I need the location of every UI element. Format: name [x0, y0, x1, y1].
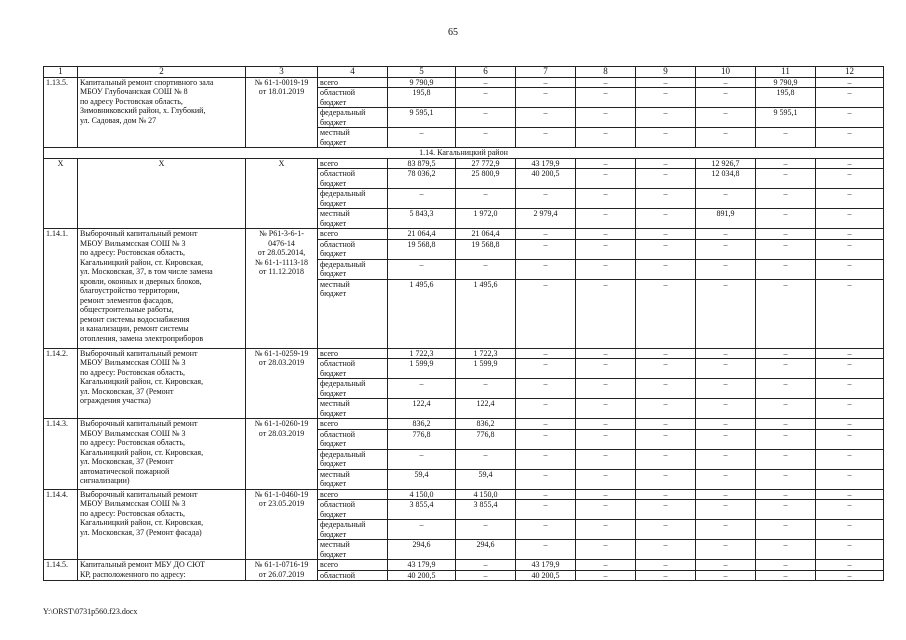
column-header: 11 — [756, 67, 816, 78]
value-cell: – — [576, 429, 636, 449]
value-cell: – — [456, 128, 516, 148]
value-cell: – — [816, 520, 884, 540]
value-cell: – — [696, 489, 756, 500]
item-document: Х — [246, 158, 318, 229]
value-cell: – — [636, 359, 696, 379]
value-cell: – — [696, 469, 756, 489]
item-number: 1.14.3. — [44, 419, 78, 490]
value-cell: – — [636, 520, 696, 540]
value-cell: 59,4 — [388, 469, 456, 489]
budget-type: всего — [318, 229, 388, 240]
budget-type: всего — [318, 158, 388, 169]
value-cell: – — [756, 399, 816, 419]
budget-type: местный бюджет — [318, 540, 388, 560]
value-cell: 43 179,9 — [516, 158, 576, 169]
value-cell: – — [388, 128, 456, 148]
value-cell: – — [696, 88, 756, 108]
section-row — [44, 148, 884, 159]
value-cell: – — [516, 259, 576, 279]
column-header: 8 — [576, 67, 636, 78]
value-cell: – — [636, 229, 696, 240]
item-description: Выборочный капитальный ремонт МБОУ Вильямсская СОШ № 3 по адресу: Ростовская область, Кагальницкий район, ст. Кировская, ул. Московская, 37 (Ремонт ограждения участка) — [78, 348, 246, 419]
budget-type: федеральный бюджет — [318, 108, 388, 128]
table-row — [44, 489, 884, 500]
value-cell: – — [816, 158, 884, 169]
value-cell: – — [696, 108, 756, 128]
value-cell: – — [516, 399, 576, 419]
value-cell: – — [696, 259, 756, 279]
value-cell: 195,8 — [756, 88, 816, 108]
value-cell: – — [636, 158, 696, 169]
column-header: 7 — [516, 67, 576, 78]
item-description: Выборочный капитальный ремонт МБОУ Вильямсская СОШ № 3 по адресу: Ростовская область, Кагальницкий район, ст. Кировская, ул. Московская, 37, в том числе замена кровли, оконных и дверных блоков, благоустройство территории, ремонт элементов фасадов, общестроительные работы, ремонт системы водоснабжения и канализации, ремонт системы отопления, замена электроприборов — [78, 229, 246, 349]
value-cell: – — [756, 429, 816, 449]
budget-type: всего — [318, 348, 388, 359]
value-cell: 836,2 — [388, 419, 456, 430]
value-cell: – — [756, 279, 816, 348]
value-cell: – — [516, 540, 576, 560]
value-cell: – — [388, 379, 456, 399]
value-cell: – — [816, 239, 884, 259]
value-cell: 19 568,8 — [456, 239, 516, 259]
value-cell: – — [816, 449, 884, 469]
value-cell: – — [756, 500, 816, 520]
value-cell: – — [576, 259, 636, 279]
value-cell: – — [696, 429, 756, 449]
value-cell: – — [576, 279, 636, 348]
value-cell: – — [756, 128, 816, 148]
value-cell: – — [636, 279, 696, 348]
value-cell: – — [388, 259, 456, 279]
value-cell: – — [456, 520, 516, 540]
budget-type: федеральный бюджет — [318, 259, 388, 279]
value-cell: – — [756, 469, 816, 489]
table-header-row — [44, 67, 884, 78]
value-cell: – — [388, 189, 456, 209]
value-cell: – — [516, 379, 576, 399]
value-cell: – — [816, 560, 884, 571]
item-number: 1.14.4. — [44, 489, 78, 560]
budget-type: местный бюджет — [318, 209, 388, 229]
value-cell: 9 790,9 — [756, 77, 816, 88]
value-cell: – — [516, 348, 576, 359]
value-cell: – — [516, 489, 576, 500]
value-cell: 43 179,9 — [516, 560, 576, 571]
value-cell: – — [516, 279, 576, 348]
value-cell: – — [516, 108, 576, 128]
value-cell: 891,9 — [696, 209, 756, 229]
item-document: № Р61-3-6-1- 0476-14 от 28.05.2014, № 61-1-1113-18 от 11.12.2018 — [246, 229, 318, 349]
value-cell: – — [636, 500, 696, 520]
value-cell: – — [696, 540, 756, 560]
column-header: 5 — [388, 67, 456, 78]
value-cell: 9 595,1 — [388, 108, 456, 128]
value-cell: – — [696, 239, 756, 259]
table-row — [44, 419, 884, 430]
value-cell: – — [516, 500, 576, 520]
value-cell: – — [636, 449, 696, 469]
value-cell: – — [696, 189, 756, 209]
value-cell: 1 722,3 — [456, 348, 516, 359]
value-cell: – — [816, 489, 884, 500]
value-cell: – — [756, 560, 816, 571]
value-cell: – — [636, 379, 696, 399]
value-cell: – — [696, 279, 756, 348]
budget-type: всего — [318, 77, 388, 88]
value-cell: – — [756, 520, 816, 540]
item-document: № 61-1-0260-19 от 28.03.2019 — [246, 419, 318, 490]
value-cell: – — [576, 77, 636, 88]
value-cell: – — [816, 88, 884, 108]
value-cell: – — [636, 560, 696, 571]
value-cell: – — [816, 399, 884, 419]
value-cell: – — [388, 520, 456, 540]
value-cell: – — [636, 540, 696, 560]
column-header: 2 — [78, 67, 246, 78]
value-cell: – — [516, 189, 576, 209]
value-cell: – — [456, 379, 516, 399]
section-title: 1.14. Кагальницкий район — [44, 148, 884, 159]
value-cell: – — [516, 359, 576, 379]
value-cell: – — [636, 88, 696, 108]
budget-type: областной — [318, 570, 388, 581]
value-cell: – — [576, 489, 636, 500]
value-cell: – — [576, 229, 636, 240]
value-cell: – — [756, 379, 816, 399]
value-cell: – — [576, 419, 636, 430]
value-cell: 3 855,4 — [456, 500, 516, 520]
value-cell: – — [816, 169, 884, 189]
value-cell: – — [696, 379, 756, 399]
value-cell: – — [756, 229, 816, 240]
value-cell: 1 495,6 — [388, 279, 456, 348]
value-cell: – — [576, 108, 636, 128]
value-cell: – — [696, 520, 756, 540]
value-cell: – — [636, 108, 696, 128]
value-cell: – — [636, 429, 696, 449]
value-cell: – — [516, 88, 576, 108]
value-cell: – — [816, 540, 884, 560]
item-number: 1.13.5. — [44, 77, 78, 148]
item-number: Х — [44, 158, 78, 229]
budget-type: областной бюджет — [318, 500, 388, 520]
value-cell: – — [576, 379, 636, 399]
value-cell: – — [576, 88, 636, 108]
value-cell: 1 599,9 — [388, 359, 456, 379]
value-cell: – — [696, 570, 756, 581]
value-cell: – — [756, 259, 816, 279]
item-description: Капитальный ремонт МБУ ДО СЮТ КР, расположенного по адресу: — [78, 560, 246, 581]
budget-type: местный бюджет — [318, 399, 388, 419]
budget-type: всего — [318, 489, 388, 500]
value-cell: – — [696, 77, 756, 88]
budget-type: федеральный бюджет — [318, 449, 388, 469]
budget-type: областной бюджет — [318, 359, 388, 379]
value-cell: – — [816, 570, 884, 581]
item-document: № 61-1-0019-19 от 18.01.2019 — [246, 77, 318, 148]
value-cell: 195,8 — [388, 88, 456, 108]
value-cell: 83 879,5 — [388, 158, 456, 169]
footer-file-path: Y:\ORST\0731p560.f23.docx — [43, 607, 138, 616]
value-cell: – — [456, 108, 516, 128]
value-cell: – — [756, 359, 816, 379]
budget-type: всего — [318, 560, 388, 571]
value-cell: – — [696, 399, 756, 419]
value-cell: – — [576, 189, 636, 209]
value-cell: 1 495,6 — [456, 279, 516, 348]
value-cell: – — [816, 359, 884, 379]
value-cell: – — [816, 189, 884, 209]
table-row — [44, 229, 884, 240]
value-cell: – — [576, 359, 636, 379]
item-description: Х — [78, 158, 246, 229]
value-cell: – — [456, 77, 516, 88]
page-number: 65 — [448, 27, 458, 38]
item-document: № 61-1-0259-19 от 28.03.2019 — [246, 348, 318, 419]
value-cell: 12 034,8 — [696, 169, 756, 189]
value-cell: – — [576, 540, 636, 560]
value-cell: 294,6 — [388, 540, 456, 560]
value-cell: 43 179,9 — [388, 560, 456, 571]
value-cell: – — [816, 128, 884, 148]
value-cell: – — [636, 399, 696, 419]
value-cell: 4 150,0 — [456, 489, 516, 500]
value-cell: – — [696, 449, 756, 469]
value-cell: – — [516, 429, 576, 449]
value-cell: – — [516, 77, 576, 88]
value-cell: 25 800,9 — [456, 169, 516, 189]
value-cell: – — [756, 570, 816, 581]
value-cell: – — [756, 540, 816, 560]
value-cell: – — [816, 348, 884, 359]
value-cell: 294,6 — [456, 540, 516, 560]
value-cell: 776,8 — [456, 429, 516, 449]
item-number: 1.14.5. — [44, 560, 78, 581]
value-cell: – — [576, 239, 636, 259]
budget-type: местный бюджет — [318, 469, 388, 489]
item-number: 1.14.2. — [44, 348, 78, 419]
table-row — [44, 348, 884, 359]
value-cell: – — [756, 209, 816, 229]
column-header: 4 — [318, 67, 388, 78]
value-cell: – — [456, 88, 516, 108]
value-cell: – — [576, 128, 636, 148]
value-cell: 1 972,0 — [456, 209, 516, 229]
value-cell: – — [516, 128, 576, 148]
value-cell: – — [816, 429, 884, 449]
value-cell: 21 064,4 — [456, 229, 516, 240]
value-cell: – — [576, 209, 636, 229]
value-cell: – — [636, 570, 696, 581]
value-cell: 122,4 — [456, 399, 516, 419]
value-cell: 40 200,5 — [516, 570, 576, 581]
column-header: 6 — [456, 67, 516, 78]
value-cell: 78 036,2 — [388, 169, 456, 189]
item-description: Выборочный капитальный ремонт МБОУ Вильямсская СОШ № 3 по адресу: Ростовская область, Кагальницкий район, ст. Кировская, ул. Московская, 37 (Ремонт автоматической пожарной сигнализации) — [78, 419, 246, 490]
value-cell: 40 200,5 — [388, 570, 456, 581]
value-cell: – — [696, 128, 756, 148]
value-cell: – — [816, 419, 884, 430]
value-cell: 1 722,3 — [388, 348, 456, 359]
item-document: № 61-1-0460-19 от 23.05.2019 — [246, 489, 318, 560]
budget-type: областной бюджет — [318, 239, 388, 259]
item-number: 1.14.1. — [44, 229, 78, 349]
value-cell: – — [636, 77, 696, 88]
value-cell: – — [516, 520, 576, 540]
value-cell: – — [816, 379, 884, 399]
value-cell: – — [696, 348, 756, 359]
value-cell: – — [636, 259, 696, 279]
value-cell: – — [816, 259, 884, 279]
value-cell: 4 150,0 — [388, 489, 456, 500]
value-cell: 40 200,5 — [516, 169, 576, 189]
value-cell: – — [576, 399, 636, 419]
item-description: Выборочный капитальный ремонт МБОУ Вильямсская СОШ № 3 по адресу: Ростовская область, Кагальницкий район, ст. Кировская, ул. Московская, 37 (Ремонт фасада) — [78, 489, 246, 560]
value-cell: – — [576, 570, 636, 581]
table-row — [44, 158, 884, 169]
value-cell: – — [756, 419, 816, 430]
value-cell: 9 790,9 — [388, 77, 456, 88]
value-cell: 3 855,4 — [388, 500, 456, 520]
value-cell: – — [576, 469, 636, 489]
value-cell: – — [756, 348, 816, 359]
value-cell: 27 772,9 — [456, 158, 516, 169]
table-row — [44, 77, 884, 88]
value-cell: – — [696, 419, 756, 430]
value-cell: – — [756, 158, 816, 169]
value-cell: 5 843,3 — [388, 209, 456, 229]
column-header: 9 — [636, 67, 696, 78]
value-cell: – — [696, 229, 756, 240]
value-cell: – — [456, 560, 516, 571]
value-cell: – — [816, 500, 884, 520]
value-cell: – — [516, 229, 576, 240]
value-cell: – — [696, 359, 756, 379]
budget-type: федеральный бюджет — [318, 379, 388, 399]
value-cell: – — [636, 348, 696, 359]
value-cell: – — [816, 77, 884, 88]
budget-type: областной бюджет — [318, 429, 388, 449]
value-cell: – — [516, 419, 576, 430]
value-cell: 9 595,1 — [756, 108, 816, 128]
column-header: 3 — [246, 67, 318, 78]
value-cell: – — [636, 189, 696, 209]
value-cell: – — [756, 189, 816, 209]
value-cell: – — [756, 449, 816, 469]
budget-type: федеральный бюджет — [318, 189, 388, 209]
value-cell: 1 599,9 — [456, 359, 516, 379]
value-cell: 122,4 — [388, 399, 456, 419]
value-cell: – — [756, 489, 816, 500]
column-header: 10 — [696, 67, 756, 78]
budget-type: местный бюджет — [318, 279, 388, 348]
value-cell: – — [456, 259, 516, 279]
value-cell: – — [576, 520, 636, 540]
budget-type: федеральный бюджет — [318, 520, 388, 540]
value-cell: – — [456, 189, 516, 209]
value-cell: 12 926,7 — [696, 158, 756, 169]
value-cell: – — [636, 419, 696, 430]
budget-type: всего — [318, 419, 388, 430]
value-cell: – — [756, 239, 816, 259]
table-row — [44, 560, 884, 571]
value-cell: – — [576, 560, 636, 571]
value-cell: – — [756, 169, 816, 189]
value-cell: – — [816, 279, 884, 348]
value-cell: – — [636, 239, 696, 259]
value-cell: – — [816, 229, 884, 240]
value-cell: 776,8 — [388, 429, 456, 449]
value-cell: – — [636, 128, 696, 148]
value-cell: – — [456, 449, 516, 469]
program-table — [43, 66, 884, 581]
value-cell: – — [576, 348, 636, 359]
budget-type: местный бюджет — [318, 128, 388, 148]
value-cell: – — [576, 169, 636, 189]
value-cell: – — [636, 469, 696, 489]
value-cell: – — [816, 469, 884, 489]
value-cell: – — [696, 500, 756, 520]
budget-type: областной бюджет — [318, 88, 388, 108]
item-description: Капитальный ремонт спортивного зала МБОУ Глубочанская СОШ № 8 по адресу Ростовская область, Зимовниковский район, х. Глубокий, ул. Садовая, дом № 27 — [78, 77, 246, 148]
value-cell: 21 064,4 — [388, 229, 456, 240]
value-cell: – — [576, 500, 636, 520]
value-cell: 19 568,8 — [388, 239, 456, 259]
value-cell: 2 979,4 — [516, 209, 576, 229]
column-header: 1 — [44, 67, 78, 78]
value-cell: – — [388, 449, 456, 469]
value-cell: – — [636, 169, 696, 189]
value-cell: 59,4 — [456, 469, 516, 489]
value-cell: – — [456, 570, 516, 581]
value-cell: – — [516, 449, 576, 469]
value-cell: – — [516, 469, 576, 489]
value-cell: – — [576, 158, 636, 169]
value-cell: – — [696, 560, 756, 571]
value-cell: – — [636, 489, 696, 500]
value-cell: – — [576, 449, 636, 469]
item-document: № 61-1-0716-19 от 26.07.2019 — [246, 560, 318, 581]
value-cell: – — [516, 239, 576, 259]
value-cell: – — [816, 209, 884, 229]
value-cell: – — [816, 108, 884, 128]
value-cell: – — [636, 209, 696, 229]
budget-type: областной бюджет — [318, 169, 388, 189]
value-cell: 836,2 — [456, 419, 516, 430]
column-header: 12 — [816, 67, 884, 78]
